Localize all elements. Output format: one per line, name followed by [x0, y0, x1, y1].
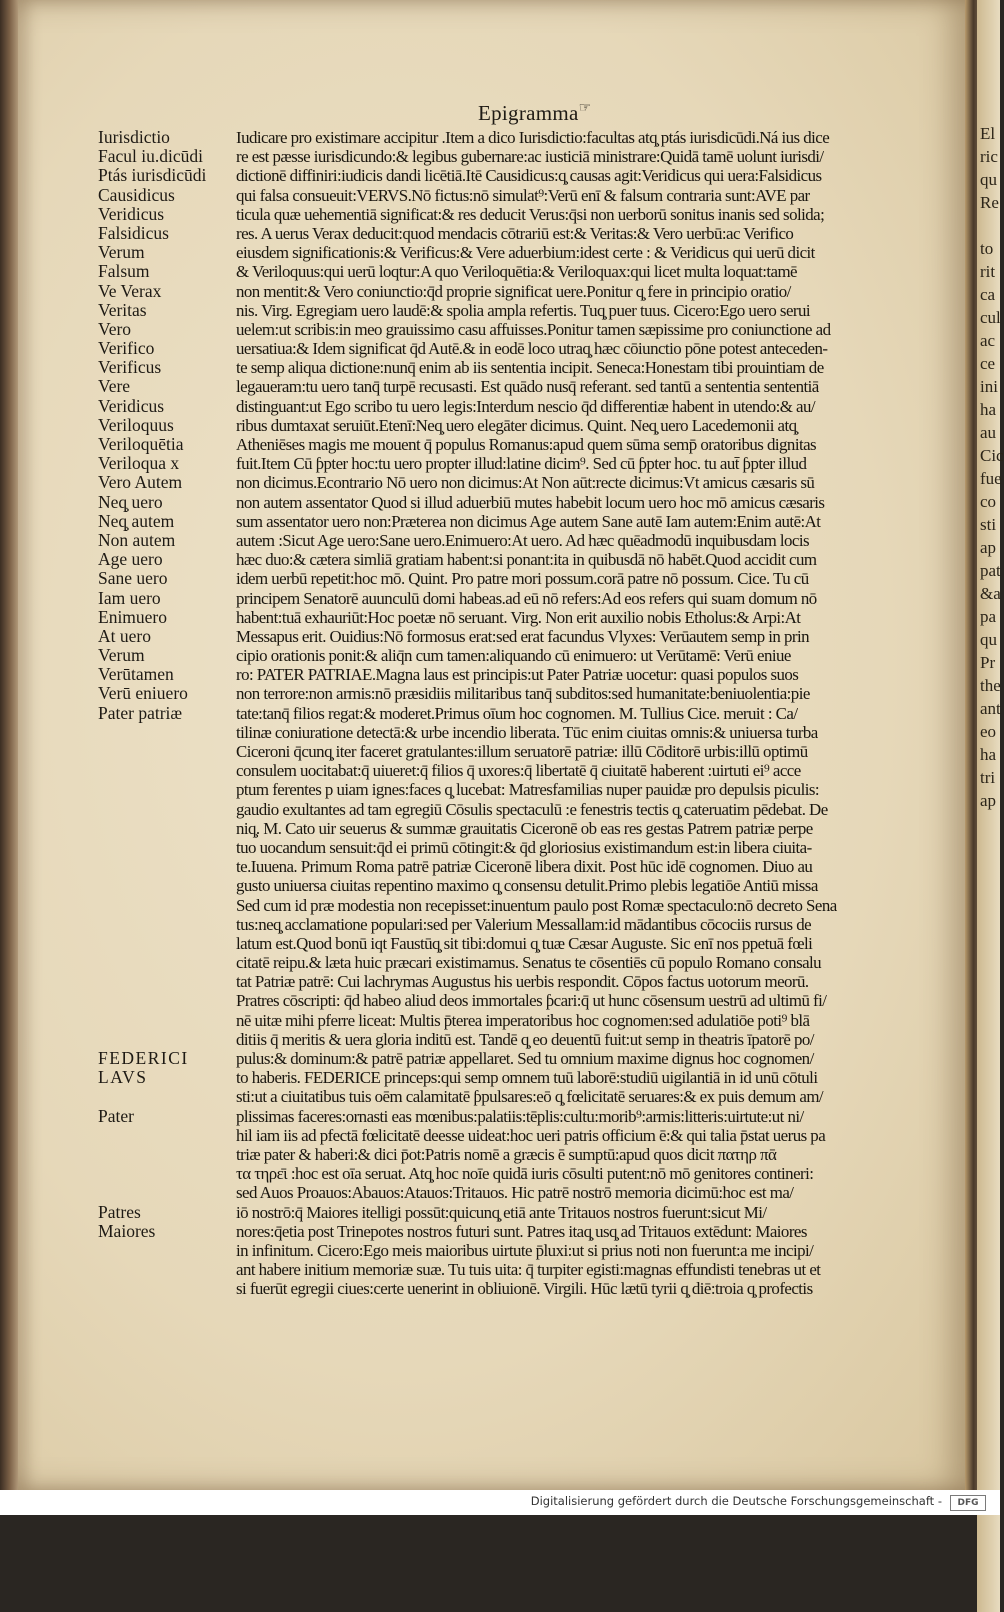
margin-note: Pater patriæ [98, 702, 183, 723]
next-page-fragment: pat [980, 561, 1001, 580]
running-head [478, 100, 592, 126]
body-line: si fuerūt egregii ciues:certe uenerint in obliuionē. Virgili. Hūc lætū tyrii q̧ diē:troia q̧ profectis [236, 1279, 813, 1299]
margin-note: Age uero [98, 549, 163, 570]
footer-credit: Digitalisierung gefördert durch die Deutsche Forschungsgemeinschaft - [530, 1494, 942, 1508]
next-page-fragment [980, 214, 1000, 237]
body-line: consulem uocitabat:q̄ uiueret:q̄ filios q̄ uxores:q̄ libertatē q̄ ciuitatē haberent :uirtuti ei⁹ acce [236, 761, 801, 781]
next-page-fragment: eo [980, 722, 997, 741]
body-line: τα τηρε̄ι :hoc est oīa seruat. Atq̧ hoc noīe quidā iuris cōsulti putent:nō mō genitores contineri: [236, 1164, 814, 1184]
body-line: ptum ferentes p uiam ignes:faces q̧ lucebat: Matresfamilias nuper pauidæ pro depulsis piculis: [236, 780, 820, 800]
margin-note: Causidicus [98, 184, 175, 205]
margin-note: Veriloqua x [98, 453, 180, 474]
body-line: Pratres cōscripti: q̄d habeo aliud deos immortales ƥcari:q̄ ut hunc cōsensum uestrū ad ultimū fi/ [236, 991, 827, 1011]
margin-gap [98, 723, 238, 742]
next-page-fragment: &a [980, 584, 1001, 603]
margin-note: Ptás iurisdicūdi [98, 165, 207, 186]
body-line: latum est.Quod bonū iqt Faustūq̧ sit tibi:domui q̧ tuæ Cæsar Auguste. Sic enī nos ppetuā fœli [236, 933, 813, 953]
body-line: qui falsa consueuit:VERVS.Nō fictus:nō simulat⁹:Verū enī & falsum contraria sunt:AVE par [236, 185, 810, 205]
body-line: tate:tanq̄ filios regat:& moderet.Primus oīum hoc cognomen. M. Tullius Cice. meruit : Ca/ [236, 703, 798, 723]
margin-note: Iurisdictio [98, 127, 170, 147]
body-line: uersatiua:& Idem significat q̄d Autē.& in eodē loco utraq̧ hæc cōiunctio pōne potest anteceden- [236, 339, 828, 359]
margin-gap [98, 896, 238, 915]
margin-note-federici-2: LAVS [98, 1067, 148, 1088]
margin-note: Neq̧ autem [98, 510, 175, 531]
body-line: sti:ut a ciuitatibus tuis oēm calamitatē ƥpulsares:eō q̧ fœlicitatē seruares:& ex puis demum am/ [236, 1087, 824, 1107]
body-line: Iudicare pro existimare accipitur .Item a dico Iurisdictio:facultas atq̧ ptás iurisdicūdi.Ná ius dice [236, 128, 830, 147]
margin-note-federici-1: FEDERICI [98, 1048, 189, 1068]
body-line: re est pæsse iurisdicundo:& legibus gubernare:ac iusticiā ministrare:Quidā tamē uolunt iurisdi/ [236, 147, 824, 167]
body-line: ticula quæ uehementiā significat:& res deducit Verus:q̄si non uerborū sonitus inanis sed solida; [236, 204, 825, 224]
margin-note-maiores: Maiores [98, 1220, 156, 1241]
body-line: ant habere initium memoriæ suæ. Tu tuis uita: q̄ turpiter egisti:magnas effundisti tenebras ut et [236, 1260, 821, 1280]
body-line: fuit.Item Cū ƥpter hoc:tu uero propter illud:latine dicim⁹. Sed cū ƥpter hoc. tu aut̄ ƥpter illud [236, 454, 807, 474]
body-line: & Veriloquus:qui uerū loqtur:A quo Veriloquētia:& Veriloquax:qui licet multa loquat:tamē [236, 262, 797, 282]
next-page-fragment: ini [980, 377, 998, 396]
margin-gap [98, 819, 238, 838]
body-line: Messapus erit. Ouidius:Nō formosus erat:sed erat facundus Vlyxes: Verūautem semp in prin [236, 626, 809, 646]
margin-gap [98, 991, 238, 1010]
margin-gap [98, 1011, 238, 1030]
margin-note: Veridicus [98, 395, 165, 416]
margin-note: Sane uero [98, 568, 168, 589]
next-page-fragment: ac [980, 331, 996, 350]
body-line: hil iam iis ad pfectā fœlicitatē deesse uideat:hoc ueri patris officium ē:& qui talia p̄stat uerus pa [236, 1125, 826, 1145]
body-line: triæ pater & haberi:& dici p̄ot:Patris nomē a græcis ē sumptū:apud quos dicit πατηρ πᾱ [236, 1144, 777, 1164]
margin-note-patres: Patres [98, 1201, 141, 1222]
body-line: Atheniēses magis me mouent q̄ populus Romanus:apud quem sūma semp̄ oratoribus dignitas [236, 435, 817, 454]
margin-note: Vero [98, 318, 132, 339]
next-page-fragment: ha [980, 745, 997, 764]
margin-gap [98, 780, 238, 799]
margin-note: Verificus [98, 357, 162, 378]
margin-note: Veritas [98, 299, 147, 320]
margin-note: Ve Verax [98, 280, 162, 301]
margin-gap [98, 1126, 238, 1145]
next-page-fragment: ca [980, 285, 996, 304]
next-page-fragment: ce [980, 354, 996, 373]
body-line: sum assentator uero non:Præterea non dicimus Age autem Sane autē Iam autem:Enim autē:At [236, 511, 821, 531]
body-line: citatē reipu.& læta huic præcari existimamus. Senatus te cōsentiēs cū populo Romano consalu [236, 953, 822, 973]
body-line: plissimas faceres:ornasti eas mœnibus:palatiis:tēplis:cultu:morib⁹:armis:litteris:uirtute:ut ni/ [236, 1106, 804, 1126]
margin-note: Vere [98, 376, 131, 397]
margin-note: Veriloquētia [98, 434, 184, 454]
next-page-sliver [977, 0, 1004, 1612]
body-line: tus:neq̧ acclamatione populari:sed per Valerium Messallam:id mādantibus cōcociis rursus de [236, 914, 812, 934]
body-line: idem uerbū repetit:hoc mō. Quint. Pro patre mori possum.corā patre nō possum. Cice. Tu cū [236, 569, 809, 589]
margin-gap [98, 972, 238, 991]
next-page-fragment: Pr [980, 653, 996, 672]
next-page-fragment: cul [980, 308, 1001, 327]
next-page-fragment: co [980, 492, 997, 511]
body-text [236, 128, 961, 1298]
body-line: ro: PATER PATRIAE.Magna laus est principis:ut Pater Patriæ uocetur: quasi populos suos [236, 665, 799, 685]
next-page-fragment: tri [980, 768, 996, 787]
margin-gap [98, 800, 238, 819]
margin-gap [98, 876, 238, 895]
body-line: tilinæ coniuratione detectā:& urbe incendio liberata. Tūc enim ciuitas omnis:& uniuersa turba [236, 722, 818, 742]
body-line: autem :Sicut Age uero:Sane uero.Enimuero:At uero. Ad hæc quēadmodū inquibusdam locis [236, 530, 810, 550]
body-line: niq̧. M. Cato uir seuerus & summæ grauitatis Ciceronē ob eas res gestas Patrem patriæ perpe [236, 818, 813, 838]
margin-note: Vero Autem [98, 472, 183, 493]
margin-note: Facul iu.dicūdi [98, 146, 203, 167]
margin-gap [98, 838, 238, 857]
margin-notes [98, 128, 238, 1241]
margin-gap [98, 953, 238, 972]
margin-gap [98, 934, 238, 953]
next-page-fragment: sti [980, 515, 997, 534]
margin-note: Non autem [98, 529, 176, 550]
next-page-fragment: fue [980, 469, 1002, 488]
body-line: cipio orationis ponit:& aliq̄n cum tamen:aliquando cū enimuero: ut Verūtamē: Verū eniue [236, 646, 791, 666]
body-line: Sed cum id præ modestia non recepisset:inuentum paulo post Romæ spectaculo:nō decreto Sena [236, 895, 837, 915]
margin-gap [98, 742, 238, 761]
next-page-fragment: to [980, 239, 994, 258]
ornament-icon: ☞ [578, 101, 592, 116]
body-line: pulus:& dominum:& patrē patriæ appellaret. Sed tu omnium maxime dignus hoc cognomen/ [236, 1049, 814, 1068]
margin-note: At uero [98, 625, 151, 646]
body-line: legaueram:tu uero tanq̄ turpē recusasti. Est quādo nusq̄ referant. sed tantū a sententia sententiā [236, 377, 819, 397]
next-page-fragment: ha [980, 400, 997, 419]
body-line: nores:q̄etia post Trinepotes nostros futuri sunt. Patres itaq̧ usq̧ ad Tritauos extēdunt: Maiores [236, 1221, 807, 1241]
body-line: res. A uerus Verax deducit:quod mendacis cōtrariū est:& Veritas:& Vero uerbū:ac Verifico [236, 223, 794, 243]
body-line: te.Iuuena. Primum Roma patrē patriæ Ciceronē libera dixit. Post hūc idē cognomen. Diuo au [236, 857, 813, 877]
next-page-fragment: ap [980, 538, 997, 557]
body-line: non autem assentator Quod si illud aduerbiū mutes habebit locum uero hoc mō amicus cæsaris [236, 492, 825, 512]
body-line: ditiis q̄ meritis & uera gloria inditū est. Tandē q̧ eo deuentū fuit:ut semp in theatris īpatorē po/ [236, 1029, 814, 1049]
next-page-fragment: qu [980, 170, 997, 189]
next-page-fragment: rit [980, 262, 996, 281]
body-line: hæc duo:& cætera simliā gratiam habent:si ponant:ita in quibusdā nō habēt.Quod accidit cum [236, 550, 817, 570]
body-line: gusto uniuersa ciuitas repentino maximo q̧ consensu detulit.Primo plebis legatiōe Antiū missa [236, 876, 818, 896]
body-line: distinguant:ut Ego scribo tu uero legis:Interdum nescio q̄d differentiæ habent in utendo:& au/ [236, 396, 816, 416]
next-page-fragment: ant [980, 699, 1001, 718]
next-page-fragment: the [980, 676, 1001, 695]
body-line: uelem:ut scribis:in meo grauissimo casu affuisses.Ponitur tamen sæpissime pro coniunctione ad [236, 319, 831, 339]
margin-gap [98, 1087, 238, 1106]
next-page-fragment: pa [980, 607, 997, 626]
body-line: ribus dumtaxat seruiūt.Etenī:Neq̧ uero elegāter dicimus. Quint. Neq̧ uero Lacedemonii atq̧ [236, 415, 797, 435]
margin-gap [98, 1183, 238, 1202]
body-line: habent:tuā exhauriūt:Hoc poetæ nō seruant. Virg. Non erit auxilio nobis Etholus:& Arpi:At [236, 607, 801, 627]
margin-note: Verum [98, 242, 145, 263]
body-line: principem Senatorē auunculū domi habeas.ad eū nō refers:Ad eos refers qui suam domum nō [236, 588, 817, 608]
margin-note: Veridicus [98, 203, 165, 224]
margin-note: Falsidicus [98, 222, 169, 243]
next-page-fragment: ric [980, 147, 998, 166]
margin-note: Iam uero [98, 587, 161, 608]
body-line: nis. Virg. Egregiam uero laudē:& spolia ampla refertis. Tuq̧ puer tuus. Cicero:Ego uero serui [236, 300, 810, 320]
next-page-fragment: Re [980, 193, 999, 212]
body-line: sed Auos Proauos:Abauos:Atauos:Tritauos. Hic patrē nostrō memoria dicimū:hoc est ma/ [236, 1183, 794, 1203]
body-line: in infinitum. Cicero:Ego meis maioribus uirtute p̄luxi:ut si prius noti non fuerunt:a me incipi/ [236, 1240, 814, 1260]
margin-gap [98, 1145, 238, 1164]
margin-gap [98, 915, 238, 934]
margin-note: Falsum [98, 261, 150, 282]
margin-note: Verifico [98, 338, 155, 359]
body-line: tat Patriæ patrē: Cui lachrymas Augustus his uerbis respondit. Cōpos factus uotorum meorū. [236, 972, 809, 992]
margin-note-pater: Pater [98, 1105, 134, 1126]
running-head-text: Epigramma [478, 101, 579, 125]
margin-note: Verum [98, 645, 145, 666]
margin-gap [98, 1030, 238, 1049]
margin-note: Veriloquus [98, 414, 174, 435]
margin-gap [98, 857, 238, 876]
next-page-fragment: El [980, 124, 996, 143]
margin-note: Neq̧ uero [98, 491, 163, 512]
body-line: Ciceroni q̄cunq̧ iter faceret gratulantes:illum seruatorē patriæ: illū Cōditorē urbis:illū optimū [236, 742, 808, 761]
body-line: nē uitæ mihi pferre liceat: Multis p̄terea imperatoribus hoc cognomen:sed adulatiōe poti⁹ blā [236, 1010, 810, 1030]
margin-gap [98, 761, 238, 780]
margin-note: Verū eniuero [98, 683, 188, 704]
next-page-fragment: qu [980, 630, 997, 649]
body-line: non mentit:& Vero coniunctio:q̄d proprie significat uere.Ponitur q̧ fere in principio oratio/ [236, 281, 791, 301]
body-line: eiusdem significationis:& Verificus:& Vere aduerbium:idest certe : & Veridicus qui uerū dicit [236, 243, 815, 263]
margin-note: Enimuero [98, 606, 168, 627]
body-line: non dicimus.Econtrario Nō uero non dicimus:At Non aūt:recte dicimus:Vt amicus cæsaris sū [236, 473, 815, 493]
body-line: non terrore:non armis:nō præsidiis militaribus tanq̄ subditos:sed humanitate:beniuolentia:pie [236, 684, 810, 704]
margin-note: Verūtamen [98, 664, 174, 685]
body-line: te semp aliqua dictione:nunq̄ enim ab iis sententia incipit. Seneca:Honestam tibi prouintiam de [236, 358, 824, 378]
dfg-logo: DFG [950, 1495, 986, 1511]
body-line: to haberis. FEDERICE princeps:qui semp omnem tuū laborē:studiū uigilantiā in id unū cōtuli [236, 1068, 818, 1088]
margin-gap [98, 1164, 238, 1183]
body-line: iō nostrō:q̄ Maiores itelligi possūt:quicunq̧ etiā ante Tritauos nostros fuerunt:sicut Mi/ [236, 1202, 767, 1222]
body-line: dictionē diffiniri:iudicis dandi licētiā.Itē Causidicus:q̧ causas agit:Veridicus qui uera:Falsidicus [236, 166, 822, 186]
next-page-fragment: Cic [980, 446, 1004, 465]
footer-bar [0, 1490, 1000, 1515]
body-line: gaudio exultantes ad tam egregiū Cōsulis spectaculū :e fenestris tectis q̧ cateruatim pēdebat. De [236, 799, 828, 819]
next-page-fragment: ap [980, 791, 997, 810]
body-line: tuo uocandum sensuit:q̄d ei primū cōtingit:& q̄d gloriosius existimandum est:in libera ciuita- [236, 837, 812, 857]
next-page-fragment: au [980, 423, 997, 442]
